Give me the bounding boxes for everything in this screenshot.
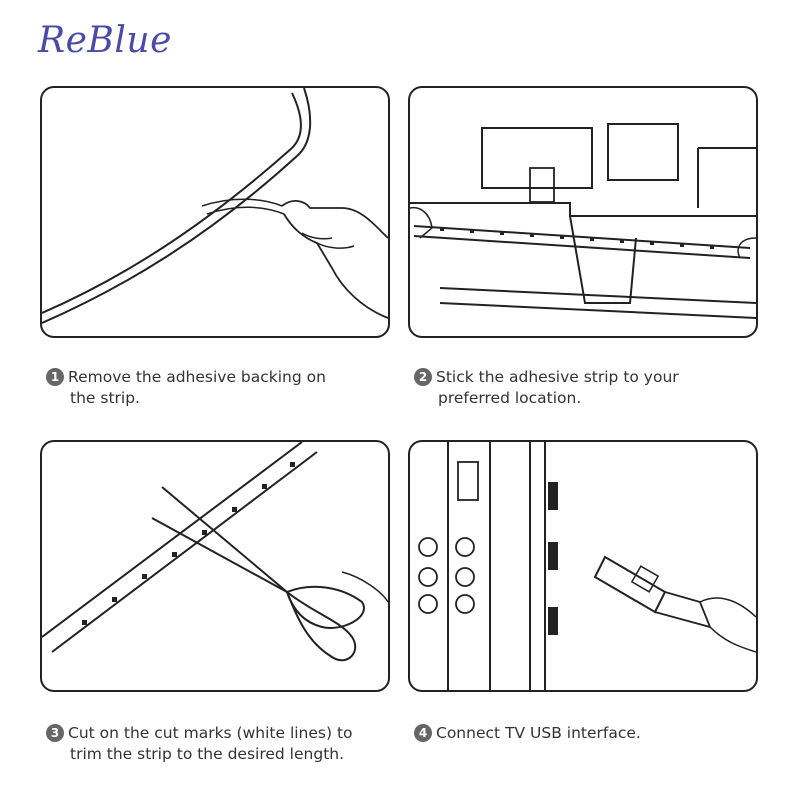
- peel-backing-drawing: [42, 88, 388, 336]
- brand-logo: ReBlue: [38, 20, 172, 61]
- tv-strip-drawing: [410, 88, 756, 336]
- step-1-badge: 1: [46, 368, 64, 386]
- step-2-text-line2: preferred location.: [438, 389, 582, 407]
- step-4-badge: 4: [414, 724, 432, 742]
- step-1-caption: [46, 367, 376, 409]
- step-2-caption: [414, 367, 744, 409]
- step-3-text-line1: Cut on the cut marks (white lines) to: [68, 724, 353, 742]
- step-2-text-line1: Stick the adhesive strip to your: [436, 368, 679, 386]
- step-1-illustration: [40, 86, 390, 338]
- usb-connect-drawing: [410, 442, 756, 690]
- step-3-caption: [46, 723, 386, 765]
- step-4-text-line1: Connect TV USB interface.: [436, 724, 641, 742]
- step-3-badge: 3: [46, 724, 64, 742]
- step-3-text-line2: trim the strip to the desired length.: [70, 745, 345, 763]
- scissors-cut-drawing: [42, 442, 388, 690]
- step-3-illustration: [40, 440, 390, 692]
- step-4-illustration: [408, 440, 758, 692]
- step-4-caption: [414, 723, 754, 744]
- step-2-badge: 2: [414, 368, 432, 386]
- step-1-text-line1: Remove the adhesive backing on: [68, 368, 326, 386]
- step-1-text-line2: the strip.: [70, 389, 140, 407]
- step-2-illustration: [408, 86, 758, 338]
